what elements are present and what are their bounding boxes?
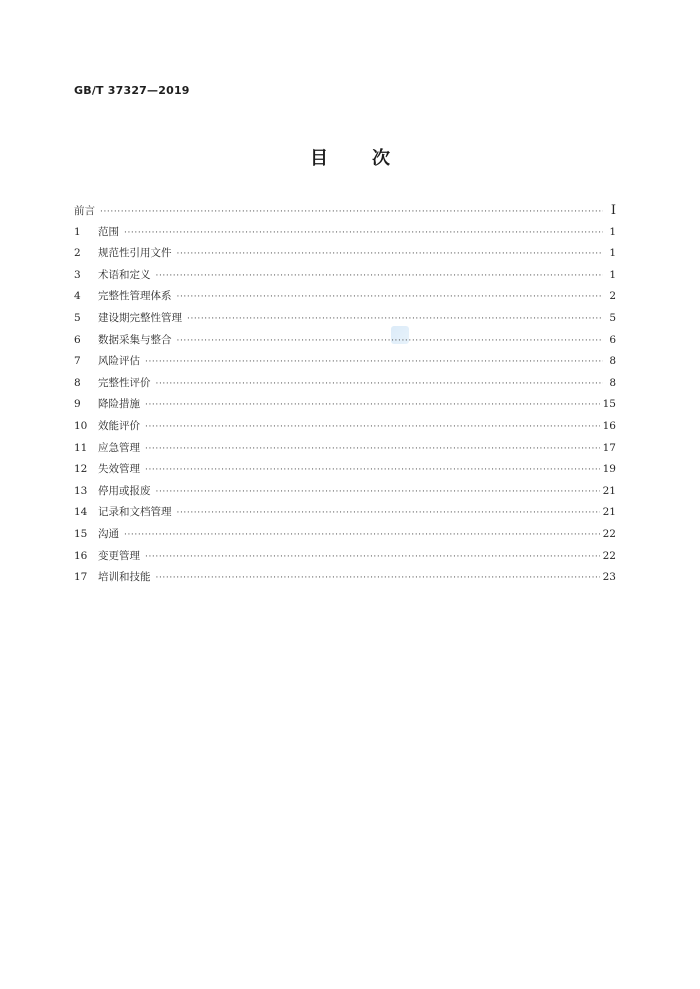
- table-of-contents: [74, 200, 616, 589]
- toc-leader-dots: [177, 244, 604, 266]
- toc-entry-label: 停用或报废: [98, 484, 151, 497]
- toc-entry[interactable]: [74, 438, 616, 460]
- toc-leader-dots: [177, 331, 604, 353]
- toc-entry[interactable]: [74, 243, 616, 265]
- toc-entry[interactable]: [74, 567, 616, 589]
- toc-entry-number: 11: [74, 441, 88, 454]
- toc-leader-dots: [187, 309, 603, 331]
- toc-leader-dots: [145, 439, 600, 461]
- toc-entry-page: 8: [609, 376, 616, 389]
- standard-number: GB/T 37327—2019: [74, 84, 190, 97]
- toc-entry[interactable]: [74, 394, 616, 416]
- toc-entry-number: 17: [74, 571, 88, 584]
- toc-entry[interactable]: [74, 524, 616, 546]
- toc-leader-dots: [145, 352, 603, 374]
- toc-leader-dots: [156, 266, 604, 288]
- toc-entry-page: 21: [602, 484, 616, 497]
- toc-entry-label: 术语和定义: [98, 268, 151, 281]
- toc-entry-page: 15: [602, 398, 616, 411]
- toc-entry-label: 沟通: [98, 527, 119, 540]
- toc-entry-page: 16: [602, 419, 616, 432]
- toc-leader-dots: [124, 223, 603, 245]
- toc-entry-page: 1: [609, 225, 616, 238]
- toc-entry-page: 2: [609, 290, 616, 303]
- toc-entry[interactable]: [74, 459, 616, 481]
- toc-entry-page: 17: [602, 441, 616, 454]
- toc-entry-label: 效能评价: [98, 419, 140, 432]
- toc-entry-label: 应急管理: [98, 441, 140, 454]
- toc-entry-label: 规范性引用文件: [98, 247, 172, 260]
- toc-entry-number: 7: [74, 355, 81, 368]
- toc-entry[interactable]: [74, 308, 616, 330]
- toc-entry-label: 失效管理: [98, 463, 140, 476]
- toc-entry-number: 3: [74, 268, 81, 281]
- toc-entry[interactable]: [74, 416, 616, 438]
- toc-entry-number: 9: [74, 398, 81, 411]
- toc-entry-number: 16: [74, 549, 88, 562]
- toc-entry-label: 建设期完整性管理: [98, 311, 182, 324]
- toc-leader-dots: [145, 417, 600, 439]
- toc-entry[interactable]: [74, 481, 616, 503]
- toc-entry-page: 1: [609, 247, 616, 260]
- toc-entry-number: 13: [74, 484, 88, 497]
- toc-entry-page: 21: [602, 506, 616, 519]
- toc-entry[interactable]: [74, 222, 616, 244]
- toc-entry-number: 6: [74, 333, 81, 346]
- toc-entry-label: 完整性评价: [98, 376, 151, 389]
- toc-entry-number: 8: [74, 376, 81, 389]
- toc-title-char-1: 目: [310, 148, 328, 169]
- toc-entry[interactable]: [74, 351, 616, 373]
- toc-entry-number: 10: [74, 419, 88, 432]
- toc-entry-page: 22: [602, 549, 616, 562]
- toc-entry-number: 12: [74, 463, 88, 476]
- toc-entry-label: 前言: [74, 205, 95, 217]
- toc-entry-page: 8: [609, 355, 616, 368]
- toc-entry[interactable]: [74, 330, 616, 352]
- toc-entry-number: 2: [74, 247, 81, 260]
- toc-leader-dots: [100, 202, 603, 224]
- toc-leader-dots: [156, 374, 604, 396]
- toc-leader-dots: [145, 395, 600, 417]
- toc-leader-dots: [177, 287, 604, 309]
- toc-title-char-2: 次: [372, 148, 390, 169]
- toc-entry-page: 23: [602, 571, 616, 584]
- toc-leader-dots: [156, 482, 600, 504]
- toc-entry-page: 6: [609, 333, 616, 346]
- toc-entry[interactable]: [74, 286, 616, 308]
- toc-entry-label: 范围: [98, 225, 119, 238]
- toc-entry-label: 风险评估: [98, 355, 140, 368]
- toc-entry-page: 19: [602, 463, 616, 476]
- toc-title: [0, 144, 700, 170]
- toc-entry[interactable]: [74, 546, 616, 568]
- toc-entry-label: 记录和文档管理: [98, 506, 172, 519]
- toc-entry-number: 1: [74, 225, 81, 238]
- toc-leader-dots: [145, 460, 600, 482]
- toc-entry-label: 降险措施: [98, 398, 140, 411]
- toc-entry-label: 培训和技能: [98, 571, 151, 584]
- toc-entry-page: 22: [602, 527, 616, 540]
- toc-leader-dots: [177, 503, 600, 525]
- toc-entry-preface[interactable]: [74, 200, 616, 222]
- toc-leader-dots: [124, 525, 600, 547]
- toc-entry-number: 5: [74, 311, 81, 324]
- toc-entry-page: 5: [609, 311, 616, 324]
- toc-leader-dots: [145, 547, 600, 569]
- toc-entry-number: 14: [74, 506, 88, 519]
- toc-entry[interactable]: [74, 502, 616, 524]
- toc-leader-dots: [156, 568, 600, 590]
- toc-entry-page: Ⅰ: [610, 203, 616, 218]
- toc-entry-label: 完整性管理体系: [98, 290, 172, 303]
- toc-entry-number: 15: [74, 527, 88, 540]
- toc-entry[interactable]: [74, 265, 616, 287]
- toc-entry[interactable]: [74, 373, 616, 395]
- toc-entry-number: 4: [74, 290, 81, 303]
- toc-entry-page: 1: [609, 268, 616, 281]
- toc-entry-label: 变更管理: [98, 549, 140, 562]
- toc-entry-label: 数据采集与整合: [98, 333, 172, 346]
